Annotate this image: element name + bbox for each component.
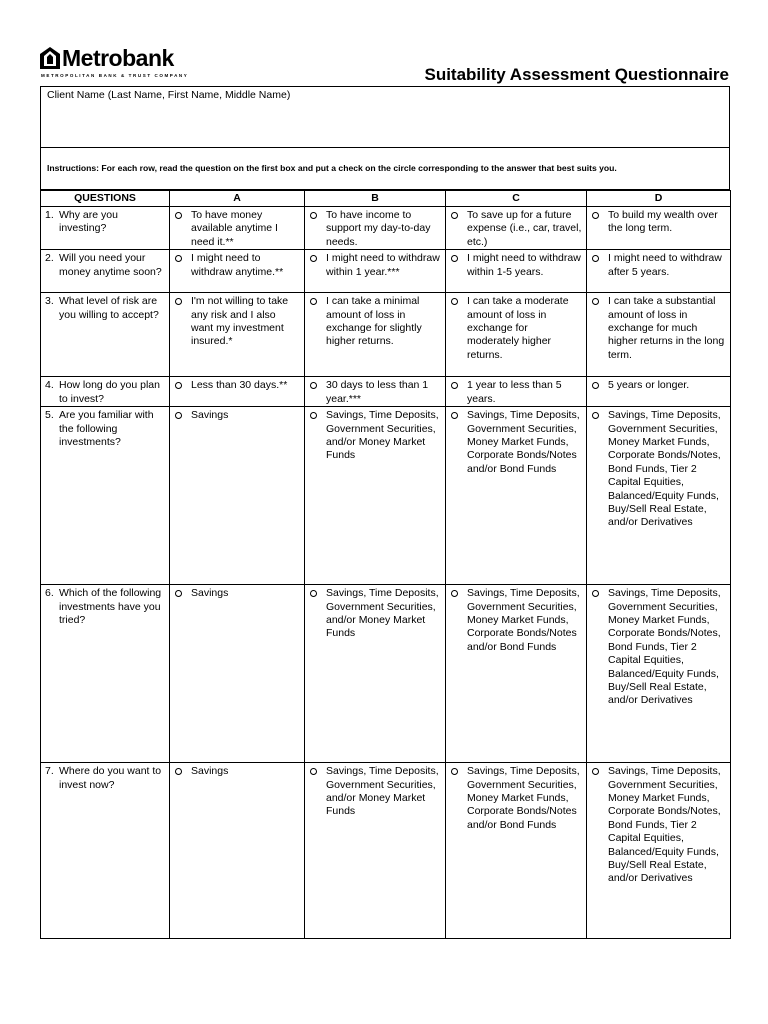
radio-circle-icon[interactable]: [451, 212, 458, 219]
question-cell: [41, 207, 170, 250]
answer-cell-d: [587, 407, 731, 585]
answer-option-d[interactable]: [591, 409, 726, 530]
radio-circle-icon[interactable]: [310, 412, 317, 419]
question-number: 5.: [45, 409, 54, 422]
answer-option-c[interactable]: [450, 765, 582, 832]
question-cell: [41, 377, 170, 407]
question-text: Are you familiar with the following investments?: [59, 409, 154, 449]
metrobank-emblem-icon: [40, 47, 60, 71]
question-text: Which of the following investments have you tried?: [59, 587, 162, 627]
answer-option-d[interactable]: [591, 252, 726, 279]
radio-circle-icon[interactable]: [175, 412, 182, 419]
answer-cell-d: [587, 377, 731, 407]
logo-wordmark: Metrobank: [62, 45, 174, 71]
answer-text: Savings: [191, 765, 229, 778]
answer-cell-d: [587, 293, 731, 377]
answer-option-c[interactable]: [450, 379, 582, 406]
question-cell: [41, 407, 170, 585]
radio-circle-icon[interactable]: [451, 382, 458, 389]
answer-option-a[interactable]: [174, 209, 300, 249]
answer-cell-c: [446, 585, 587, 763]
answer-text: 30 days to less than 1 year.***: [326, 379, 429, 405]
radio-circle-icon[interactable]: [592, 412, 599, 419]
column-header-questions: QUESTIONS: [41, 191, 170, 207]
question-row-3: [41, 293, 731, 377]
answer-text: I might need to withdraw within 1 year.***: [326, 252, 440, 278]
instructions-box: [40, 147, 730, 190]
radio-circle-icon[interactable]: [175, 768, 182, 775]
table-header-row: [41, 191, 731, 207]
instructions-text: Instructions: For each row, read the question on the first box and put a check on the circle corresponding to the answer that best suits you.: [47, 163, 617, 173]
answer-cell-b: [305, 250, 446, 293]
answer-option-c[interactable]: [450, 295, 582, 362]
question-row-7: [41, 763, 731, 939]
client-name-field[interactable]: [40, 86, 730, 148]
radio-circle-icon[interactable]: [175, 298, 182, 305]
answer-text: 1 year to less than 5 years.: [467, 379, 562, 405]
answer-cell-d: [587, 763, 731, 939]
answer-option-b[interactable]: [309, 209, 441, 249]
answer-cell-d: [587, 250, 731, 293]
answer-text: I can take a moderate amount of loss in exchange for moderately higher returns.: [467, 295, 569, 361]
question-row-4: [41, 377, 731, 407]
radio-circle-icon[interactable]: [175, 382, 182, 389]
answer-text: Savings, Time Deposits, Government Securities, and/or Money Market Funds: [326, 409, 439, 462]
radio-circle-icon[interactable]: [451, 412, 458, 419]
answer-cell-c: [446, 763, 587, 939]
answer-option-c[interactable]: [450, 409, 582, 476]
answer-text: Savings, Time Deposits, Government Securities, and/or Money Market Funds: [326, 587, 439, 640]
answer-text: I can take a substantial amount of loss in exchange for much higher returns in the long term.: [608, 295, 725, 361]
answer-option-b[interactable]: [309, 409, 441, 463]
question-text: Will you need your money anytime soon?: [59, 252, 162, 278]
answer-text: To have money available anytime I need it.**: [191, 209, 278, 248]
answer-cell-a: [170, 377, 305, 407]
question-row-1: [41, 207, 731, 250]
answer-cell-d: [587, 207, 731, 250]
answer-cell-c: [446, 207, 587, 250]
answer-text: To have income to support my day-to-day needs.: [326, 209, 431, 248]
answer-option-b[interactable]: [309, 765, 441, 819]
answer-option-a[interactable]: [174, 252, 300, 279]
answer-text: Savings: [191, 409, 229, 422]
column-header-b: B: [305, 191, 446, 207]
radio-circle-icon[interactable]: [592, 382, 599, 389]
answer-cell-a: [170, 207, 305, 250]
radio-circle-icon[interactable]: [592, 298, 599, 305]
answer-text: I'm not willing to take any risk and I also want my investment insured.*: [191, 295, 289, 348]
answer-cell-c: [446, 293, 587, 377]
question-number: 6.: [45, 587, 54, 600]
column-header-d: D: [587, 191, 731, 207]
answer-text: I might need to withdraw after 5 years.: [608, 252, 722, 278]
answer-cell-b: [305, 407, 446, 585]
column-header-c: C: [446, 191, 587, 207]
question-number: 7.: [45, 765, 54, 778]
radio-circle-icon[interactable]: [310, 382, 317, 389]
answer-cell-a: [170, 407, 305, 585]
answer-cell-b: [305, 207, 446, 250]
answer-option-d[interactable]: [591, 295, 726, 362]
answer-option-b[interactable]: [309, 587, 441, 641]
radio-circle-icon[interactable]: [310, 768, 317, 775]
radio-circle-icon[interactable]: [175, 590, 182, 597]
answer-cell-c: [446, 407, 587, 585]
answer-option-a[interactable]: [174, 765, 300, 778]
answer-cell-b: [305, 585, 446, 763]
answer-option-b[interactable]: [309, 252, 441, 279]
answer-text: 5 years or longer.: [608, 379, 690, 392]
answer-text: Savings, Time Deposits, Government Securities, Money Market Funds, Corporate Bonds/Notes and/or Bond Funds: [467, 765, 580, 831]
answer-cell-c: [446, 250, 587, 293]
question-cell: [41, 250, 170, 293]
questionnaire-table: [40, 190, 731, 939]
answer-option-c[interactable]: [450, 252, 582, 279]
document-header: [40, 44, 730, 86]
question-number: 4.: [45, 379, 54, 392]
question-number: 3.: [45, 295, 54, 308]
radio-circle-icon[interactable]: [310, 298, 317, 305]
radio-circle-icon[interactable]: [451, 255, 458, 262]
answer-option-c[interactable]: [450, 209, 582, 249]
answer-option-a[interactable]: [174, 295, 300, 349]
answer-option-a[interactable]: [174, 587, 300, 600]
answer-text: I might need to withdraw anytime.**: [191, 252, 284, 278]
answer-cell-a: [170, 585, 305, 763]
document-title: Suitability Assessment Questionnaire: [424, 65, 729, 84]
radio-circle-icon[interactable]: [451, 590, 458, 597]
answer-text: Savings, Time Deposits, Government Securities, Money Market Funds, Corporate Bonds/Notes, Bond Funds, Tier 2 Capital Equities, Balanced/Equity Funds, Buy/Sell Real Estate, and/or Derivatives: [608, 409, 721, 529]
radio-circle-icon[interactable]: [310, 255, 317, 262]
radio-circle-icon[interactable]: [592, 768, 599, 775]
answer-option-d[interactable]: [591, 379, 726, 392]
question-cell: [41, 293, 170, 377]
answer-text: Savings, Time Deposits, Government Securities, Money Market Funds, Corporate Bonds/Notes and/or Bond Funds: [467, 587, 580, 653]
radio-circle-icon[interactable]: [451, 298, 458, 305]
answer-cell-d: [587, 585, 731, 763]
question-row-6: [41, 585, 731, 763]
radio-circle-icon[interactable]: [175, 255, 182, 262]
answer-option-d[interactable]: [591, 765, 726, 886]
question-cell: [41, 763, 170, 939]
answer-cell-a: [170, 763, 305, 939]
answer-text: I might need to withdraw within 1-5 years.: [467, 252, 581, 278]
answer-text: I can take a minimal amount of loss in exchange for slightly higher returns.: [326, 295, 422, 348]
client-name-label: Client Name (Last Name, First Name, Middle Name): [47, 89, 291, 101]
logo-tagline: METROPOLITAN BANK & TRUST COMPANY: [41, 73, 189, 78]
answer-text: Savings, Time Deposits, Government Securities, Money Market Funds, Corporate Bonds/Notes, Bond Funds, Tier 2 Capital Equities, Balanced/Equity Funds, Buy/Sell Real Estate, and/or Derivatives: [608, 765, 721, 885]
answer-text: Less than 30 days.**: [191, 379, 288, 392]
radio-circle-icon[interactable]: [451, 768, 458, 775]
answer-cell-b: [305, 763, 446, 939]
answer-text: Savings, Time Deposits, Government Securities, and/or Money Market Funds: [326, 765, 439, 818]
radio-circle-icon[interactable]: [310, 590, 317, 597]
radio-circle-icon[interactable]: [592, 590, 599, 597]
answer-option-a[interactable]: [174, 379, 300, 392]
answer-cell-a: [170, 293, 305, 377]
radio-circle-icon[interactable]: [175, 212, 182, 219]
question-text: How long do you plan to invest?: [59, 379, 160, 405]
answer-text: To build my wealth over the long term.: [608, 209, 718, 235]
answer-text: Savings, Time Deposits, Government Securities, Money Market Funds, Corporate Bonds/Notes, Bond Funds, Tier 2 Capital Equities, Balanced/Equity Funds, Buy/Sell Real Estate, and/or Derivatives: [608, 587, 721, 707]
answer-option-b[interactable]: [309, 379, 441, 406]
answer-text: Savings: [191, 587, 229, 600]
answer-option-b[interactable]: [309, 295, 441, 349]
question-number: 1.: [45, 209, 54, 221]
answer-text: To save up for a future expense (i.e., car, travel, etc.): [467, 209, 582, 248]
question-number: 2.: [45, 252, 54, 265]
metrobank-logo: [40, 44, 190, 80]
question-text: Where do you want to invest now?: [59, 765, 162, 791]
answer-text: Savings, Time Deposits, Government Securities, Money Market Funds, Corporate Bonds/Notes and/or Bond Funds: [467, 409, 580, 475]
answer-cell-c: [446, 377, 587, 407]
question-row-5: [41, 407, 731, 585]
answer-option-a[interactable]: [174, 409, 300, 422]
answer-cell-b: [305, 293, 446, 377]
radio-circle-icon[interactable]: [592, 255, 599, 262]
radio-circle-icon[interactable]: [592, 212, 599, 219]
answer-cell-b: [305, 377, 446, 407]
answer-option-d[interactable]: [591, 209, 726, 236]
answer-option-c[interactable]: [450, 587, 582, 654]
answer-option-d[interactable]: [591, 587, 726, 708]
question-text: What level of risk are you willing to accept?: [59, 295, 159, 321]
answer-cell-a: [170, 250, 305, 293]
column-header-a: A: [170, 191, 305, 207]
radio-circle-icon[interactable]: [310, 212, 317, 219]
question-text: Why are you investing?: [59, 209, 118, 235]
question-row-2: [41, 250, 731, 293]
question-cell: [41, 585, 170, 763]
